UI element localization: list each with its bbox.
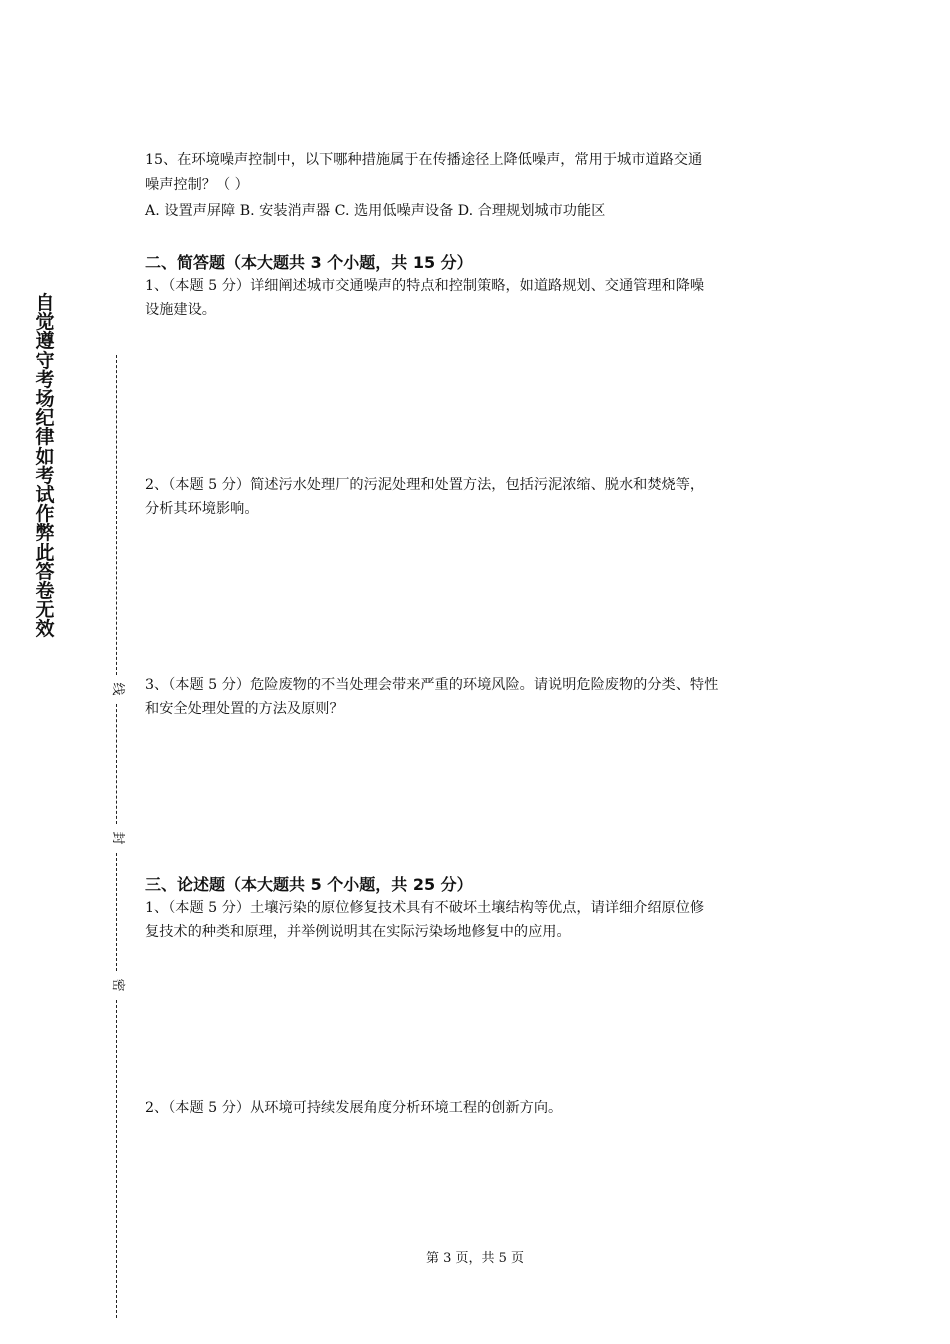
section2-heading: 二、简答题（本大题共 3 个小题，共 15 分） xyxy=(145,253,473,272)
section3-heading: 三、论述题（本大题共 5 个小题，共 25 分） xyxy=(145,875,473,894)
exam-discipline-notice: 自觉遵守考场纪律如考试作弊此答卷无效 xyxy=(35,292,55,641)
binding-word-line: 线 xyxy=(108,680,126,698)
q15-options: A. 设置声屏障 B. 安装消声器 C. 选用低噪声设备 D. 合理规划城市功能区 xyxy=(145,203,606,219)
q15-line2: 噪声控制？（ ） xyxy=(145,177,249,193)
s3-q1-line1: 1、（本题 5 分）土壤污染的原位修复技术具有不破坏土壤结构等优点，请详细介绍原位修 xyxy=(145,900,705,916)
binding-word-seal: 封 xyxy=(108,829,126,847)
s2-q3-line2: 和安全处理处置的方法及原则？ xyxy=(145,701,344,717)
binding-dashed-line xyxy=(116,704,117,824)
binding-dashed-line xyxy=(116,355,117,675)
s3-q1-line2: 复技术的种类和原理，并举例说明其在实际污染场地修复中的应用。 xyxy=(145,924,571,940)
q15-line1: 15、在环境噪声控制中，以下哪种措施属于在传播途径上降低噪声，常用于城市道路交通 xyxy=(145,152,703,168)
page-number-footer: 第 3 页，共 5 页 xyxy=(425,1251,525,1266)
binding-dashed-line xyxy=(116,1000,117,1318)
s2-q1-line2: 设施建设。 xyxy=(145,302,216,318)
s2-q1-line1: 1、（本题 5 分）详细阐述城市交通噪声的特点和控制策略，如道路规划、交通管理和降噪 xyxy=(145,278,705,294)
s2-q3-line1: 3、（本题 5 分）危险废物的不当处理会带来严重的环境风险。请说明危险废物的分类、特性 xyxy=(145,677,719,693)
s3-q2-line1: 2、（本题 5 分）从环境可持续发展角度分析环境工程的创新方向。 xyxy=(145,1100,563,1116)
s2-q2-line1: 2、（本题 5 分）简述污水处理厂的污泥处理和处置方法，包括污泥浓缩、脱水和焚烧等， xyxy=(145,477,705,493)
binding-word-secret: 密 xyxy=(108,976,126,994)
s2-q2-line2: 分析其环境影响。 xyxy=(145,501,259,517)
binding-dashed-line xyxy=(116,853,117,971)
